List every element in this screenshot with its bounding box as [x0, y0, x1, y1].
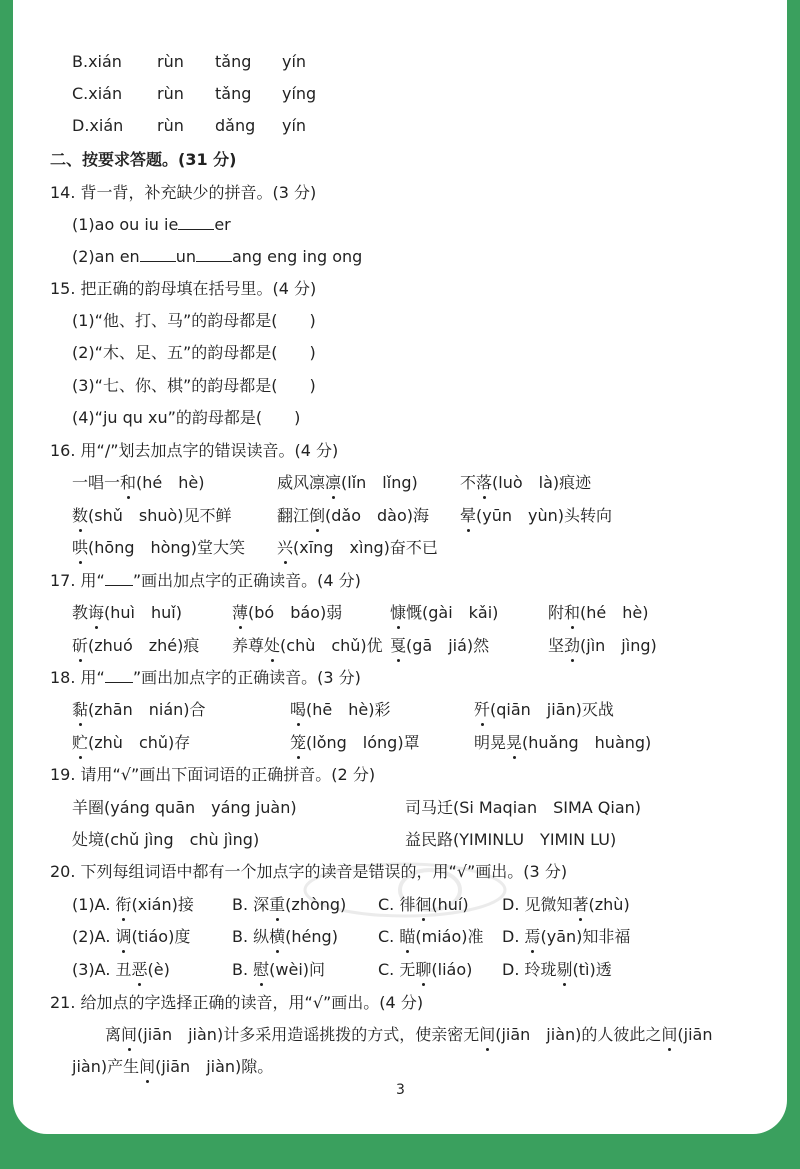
- text: (zhān nián)合: [88, 700, 206, 719]
- text: 教: [72, 603, 89, 622]
- dotted-char: 衔: [115, 895, 132, 914]
- q18-item: [72, 700, 206, 720]
- q16-item: [460, 473, 591, 493]
- q16-item: [72, 538, 245, 558]
- text: (zhòng): [285, 895, 347, 914]
- text: (tì)透: [572, 960, 612, 979]
- option-letter: C.: [72, 84, 89, 103]
- text: (2)A.: [72, 927, 116, 946]
- q21-line2: jiàn)产生间(jiān jiàn)隙。: [72, 1057, 274, 1076]
- text: (héng): [285, 927, 338, 946]
- q15-title: 15. 把正确的韵母填在括号里。(4 分): [50, 279, 317, 298]
- q19-item: 羊圈(yáng quān yáng juàn): [72, 798, 297, 817]
- q19-item: 司马迁(Si Maqian SIMA Qian): [405, 798, 642, 817]
- pinyin: yín: [282, 116, 307, 135]
- q19-item: 处境(chǔ jìng chù jìng): [72, 830, 260, 849]
- text: (wèi)问: [269, 960, 326, 979]
- text: (miáo)准: [415, 927, 484, 946]
- dotted-char: 哄: [72, 538, 89, 557]
- q21-title: 21. 给加点的字选择正确的读音，用“√”画出。(4 分): [50, 993, 424, 1012]
- dotted-char: 歼: [474, 700, 491, 719]
- section-heading: 二、按要求答题。(31 分): [50, 150, 237, 169]
- dotted-char: 重: [269, 895, 286, 914]
- dotted-char: 聊: [415, 960, 432, 979]
- text: 一唱一: [72, 473, 121, 492]
- dotted-char: 著: [572, 895, 589, 914]
- dotted-char: 倒: [309, 506, 326, 525]
- dotted-char: 处: [264, 636, 281, 655]
- answer-blank[interactable]: [140, 247, 176, 262]
- text: (huì huǐ): [104, 603, 182, 622]
- dotted-char: 剔: [556, 960, 573, 979]
- q15-item: (4)“ju qu xu”的韵母都是( ): [72, 408, 301, 427]
- text: B.: [232, 960, 254, 979]
- q16-item: [72, 473, 205, 493]
- text: (yān)知非福: [540, 927, 631, 946]
- text: (bó báo)弱: [248, 603, 343, 622]
- text: (liáo): [431, 960, 473, 979]
- page-number: 3: [396, 1082, 405, 1098]
- text: (lǐn lǐng): [341, 473, 418, 492]
- q16-title: 16. 用“/”划去加点字的错误读音。(4 分): [50, 441, 339, 460]
- q19-item: 益民路(YIMINLU YIMIN LU): [405, 830, 617, 849]
- text: (gā jiá)然: [406, 636, 490, 655]
- text: 离: [105, 1025, 122, 1044]
- text: C. 无: [378, 960, 416, 979]
- text: (tiáo)度: [131, 927, 191, 946]
- q18-item: [474, 733, 651, 753]
- dotted-char: 慷: [390, 603, 407, 622]
- option-letter: D.: [72, 116, 90, 135]
- text: (chù chǔ)优: [280, 636, 383, 655]
- pinyin: tǎng: [215, 52, 252, 71]
- q17-item: [72, 636, 199, 656]
- q20-item: [502, 895, 630, 915]
- q18-item: [474, 700, 614, 720]
- text: D. 见微知: [502, 895, 573, 914]
- text: (zhù chǔ)存: [88, 733, 191, 752]
- option-letter: B.: [72, 52, 89, 71]
- q18-item: [72, 733, 190, 753]
- dotted-char: 斫: [72, 636, 89, 655]
- text: B. 纵: [232, 927, 270, 946]
- text: (jiān jiàn)的人彼此之: [495, 1025, 662, 1044]
- q20-item: [378, 960, 472, 980]
- q17-item: [72, 603, 182, 623]
- pinyin: xián: [89, 116, 124, 135]
- q16-item: [277, 506, 429, 526]
- text: (hé hè): [580, 603, 649, 622]
- pinyin: rùn: [157, 116, 184, 135]
- q16-item: [460, 506, 612, 526]
- text: (huí): [431, 895, 469, 914]
- text: (zhù): [588, 895, 630, 914]
- q17-item: [232, 636, 383, 656]
- text: (è): [147, 960, 170, 979]
- answer-blank[interactable]: [196, 247, 232, 262]
- q20-title: 20. 下列每组词语中都有一个加点字的读音是错误的，用“√”画出。(3 分): [50, 862, 568, 881]
- pinyin: rùn: [157, 52, 184, 71]
- dotted-char: 薄: [232, 603, 249, 622]
- pinyin: xián: [88, 84, 123, 103]
- dotted-char: 兴: [277, 538, 294, 557]
- text: (jiān: [677, 1025, 713, 1044]
- text: 慨(gài kǎi): [406, 603, 499, 622]
- text: 明晃: [474, 733, 507, 752]
- q20-item: [502, 960, 612, 980]
- q20-item: [232, 895, 346, 915]
- text: B. 深: [232, 895, 270, 914]
- text: 坚: [548, 636, 565, 655]
- text: (xīng xìng)奋不已: [293, 538, 438, 557]
- option-0: [72, 52, 122, 72]
- q19-title: 19. 请用“√”画出下面词语的正确拼音。(2 分): [50, 765, 376, 784]
- text: (1)A.: [72, 895, 116, 914]
- text: 附: [548, 603, 565, 622]
- dotted-char: 笼: [290, 733, 307, 752]
- dotted-char: 焉: [524, 927, 541, 946]
- q17-title: 17. 用“ ”画出加点字的正确读音。(4 分): [50, 571, 361, 590]
- q20-item: [378, 927, 483, 947]
- q16-item: [277, 473, 418, 493]
- dotted-char: 瞄: [399, 927, 416, 946]
- dotted-char: 数: [72, 506, 89, 525]
- text: (hé hè): [136, 473, 205, 492]
- q15-item: (2)“木、足、五”的韵母都是( ): [72, 343, 316, 362]
- text: (jìn jìng): [580, 636, 657, 655]
- dotted-char: 调: [115, 927, 132, 946]
- q18-item: [290, 700, 390, 720]
- text: C.: [378, 927, 400, 946]
- text: 养尊: [232, 636, 265, 655]
- text: (qiān jiān)灭战: [490, 700, 614, 719]
- text: (huǎng huàng): [522, 733, 652, 752]
- pinyin: yíng: [282, 84, 317, 103]
- dotted-char: 间: [121, 1025, 138, 1044]
- dotted-char: 喝: [290, 700, 307, 719]
- text: (xián)接: [131, 895, 194, 914]
- q16-item: [72, 506, 232, 526]
- text: D. 玲珑: [502, 960, 557, 979]
- dotted-char: 恶: [131, 960, 148, 979]
- answer-blank[interactable]: [178, 215, 214, 230]
- q17-item: [390, 603, 498, 623]
- text: (jiān jiàn)计多采用造谣挑拨的方式，使亲密无: [137, 1025, 480, 1044]
- q20-item: [378, 895, 469, 915]
- q17-item: [548, 603, 649, 623]
- pinyin: yín: [282, 52, 307, 71]
- q16-item: [277, 538, 438, 558]
- text: (yūn yùn)头转向: [476, 506, 613, 525]
- pinyin: dǎng: [215, 116, 256, 135]
- q15-item: (3)“七、你、棋”的韵母都是( ): [72, 376, 316, 395]
- underline-mark: [105, 571, 133, 586]
- q14-line1: (1)ao ou iu ie er: [72, 215, 231, 234]
- q18-item: [290, 733, 420, 753]
- dotted-char: 晕: [460, 506, 477, 525]
- dotted-char: 劲: [564, 636, 581, 655]
- text: (3)A. 丑: [72, 960, 132, 979]
- q20-item: [72, 927, 190, 947]
- dotted-char: 徊: [415, 895, 432, 914]
- pinyin: xián: [88, 52, 122, 71]
- q20-item: [232, 960, 325, 980]
- text: (shǔ shuò)见不鲜: [88, 506, 232, 525]
- dotted-char: 间: [661, 1025, 678, 1044]
- q14-line2: (2)an en un ang eng ing ong: [72, 247, 363, 266]
- q17-item: [548, 636, 657, 656]
- q20-item: [502, 927, 630, 947]
- dotted-char: 和: [120, 473, 137, 492]
- text: (hōng hòng)堂大笑: [88, 538, 245, 557]
- text: 不: [460, 473, 477, 492]
- text: 翻江: [277, 506, 310, 525]
- text: (hē hè)彩: [306, 700, 391, 719]
- q20-item: [232, 927, 338, 947]
- dotted-char: 黏: [72, 700, 89, 719]
- underline-mark: [105, 668, 133, 683]
- text: (luò là)痕迹: [492, 473, 592, 492]
- q15-item: (1)“他、打、马”的韵母都是( ): [72, 311, 316, 330]
- dotted-char: 落: [476, 473, 493, 492]
- pinyin: rùn: [157, 84, 184, 103]
- dotted-char: 横: [269, 927, 286, 946]
- text: C. 徘: [378, 895, 416, 914]
- dotted-char: 诲: [88, 603, 105, 622]
- q20-item: [72, 895, 194, 915]
- dotted-char: 间: [479, 1025, 496, 1044]
- q20-item: [72, 960, 170, 980]
- q21-line1: [105, 1025, 712, 1045]
- q17-item: [232, 603, 342, 623]
- dotted-char: 晃: [506, 733, 523, 752]
- q17-item: [390, 636, 489, 656]
- dotted-char: 贮: [72, 733, 89, 752]
- q18-title: 18. 用“ ”画出加点字的正确读音。(3 分): [50, 668, 361, 687]
- option-2: [72, 116, 123, 136]
- q14-title: 14. 背一背，补充缺少的拼音。(3 分): [50, 183, 317, 202]
- text: (lǒng lóng)罩: [306, 733, 420, 752]
- text: 威风凛: [277, 473, 326, 492]
- dotted-char: 戛: [390, 636, 407, 655]
- text: (dǎo dào)海: [325, 506, 430, 525]
- text: (zhuó zhé)痕: [88, 636, 200, 655]
- dotted-char: 慰: [253, 960, 270, 979]
- pinyin: tǎng: [215, 84, 252, 103]
- dotted-char: 凛: [325, 473, 342, 492]
- dotted-char: 和: [564, 603, 581, 622]
- text: D.: [502, 927, 525, 946]
- option-1: [72, 84, 122, 104]
